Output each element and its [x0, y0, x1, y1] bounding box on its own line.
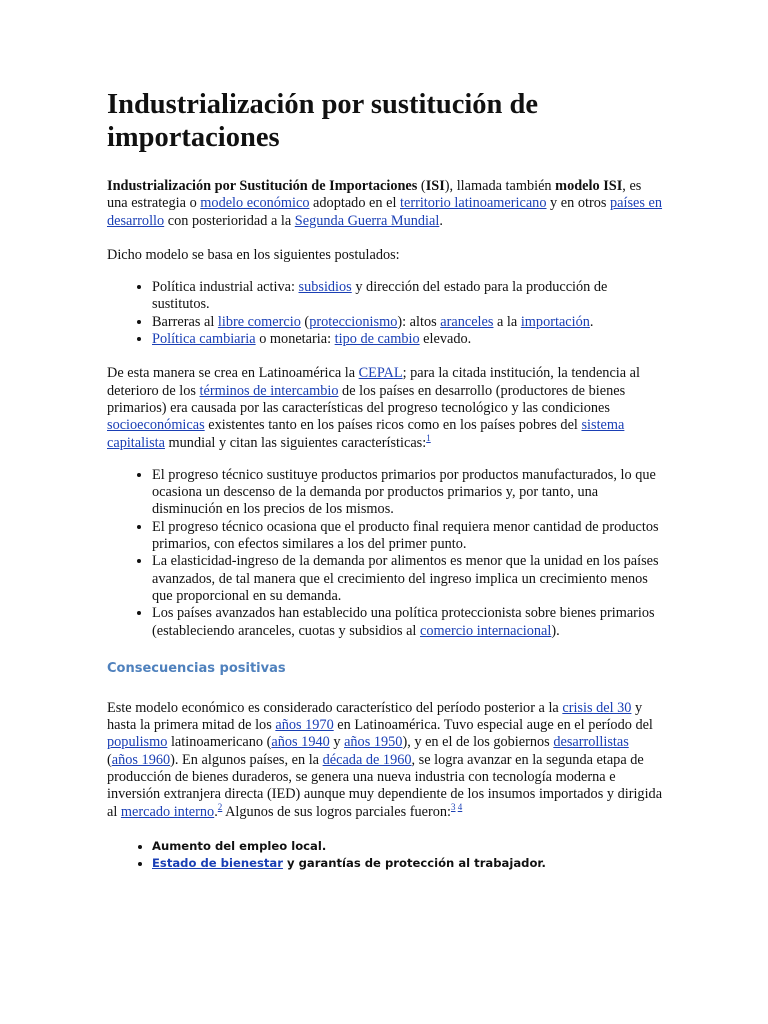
link-politica-cambiaria[interactable]: Política cambiaria — [152, 331, 256, 348]
link-modelo-economico[interactable]: modelo económico — [200, 195, 310, 212]
link-comercio-internacional[interactable]: comercio internacional — [419, 622, 552, 639]
postulates-intro: Dicho modelo se basa en los siguientes postulados: — [107, 246, 400, 263]
consequences-paragraph — [107, 700, 663, 821]
link-terminos-de-intercambio[interactable]: términos de intercambio — [199, 382, 339, 399]
link-segunda-guerra-mundial[interactable]: Segunda Guerra Mundial — [294, 212, 440, 229]
text: . — [589, 313, 594, 330]
link-desarrollistas[interactable]: desarrollistas — [553, 734, 629, 751]
link-paises-en-desarrollo[interactable]: países en desarrollo — [107, 195, 663, 229]
text: ( — [417, 178, 426, 194]
list-item: • El progreso técnico sustituye productos primarios por productos manufacturados, lo que ocasiona un descenso de la demanda por productos primarios y, por tanto, una disminución en los precios de los mismos. — [152, 467, 663, 519]
link-territorio-latinoamericano[interactable]: territorio latinoamericano — [400, 195, 547, 212]
link-sistema-capitalista[interactable]: sistema capitalista — [107, 417, 625, 451]
text: a la — [493, 313, 521, 330]
list-item — [152, 855, 663, 872]
text: de los países en desarrollo (productores de bienes primarios) era causada por las características del progreso tecnológico y las condiciones — [107, 382, 626, 416]
text: Algunos de sus logros parciales fueron: — [222, 803, 451, 820]
text: o monetaria: — [255, 331, 335, 348]
text: y — [329, 734, 345, 751]
text: y garantías de protección al trabajador. — [282, 855, 546, 870]
intro-paragraph — [107, 178, 663, 230]
text: Barreras al — [152, 313, 218, 330]
reference-link[interactable]: 1 — [426, 432, 431, 443]
link-estado-de-bienestar[interactable]: Estado de bienestar — [152, 855, 283, 870]
text: ): altos — [397, 313, 441, 330]
text: , es una estrategia o — [107, 178, 642, 212]
text: existentes tanto en los países ricos como en los países pobres del — [204, 417, 582, 434]
link-anos-1940[interactable]: años 1940 — [271, 734, 330, 751]
text: y hasta la primera mitad de los — [107, 699, 643, 734]
text: y en otros — [546, 195, 611, 212]
text: ). — [551, 622, 560, 639]
link-proteccionismo[interactable]: proteccionismo — [309, 313, 398, 330]
section-heading: Consecuencias positivas — [107, 660, 286, 676]
text: mundial y citan las siguientes características: — [164, 434, 427, 451]
link-populismo[interactable]: populismo — [107, 734, 168, 751]
abbr-bold: ISI — [425, 178, 445, 194]
postulates-list — [107, 279, 663, 348]
text: latinoamericano ( — [167, 734, 272, 751]
list-item: • El progreso técnico ocasiona que el producto final requiera menor cantidad de productos primarios, con efectos similares a los del primer punto. — [152, 519, 663, 554]
link-aranceles[interactable]: aranceles — [440, 313, 494, 330]
text: Los países avanzados han establecido una política proteccionista sobre bienes primarios (estableciendo aranceles, cuotas y subsidios al — [152, 605, 655, 639]
text: elevado. — [419, 331, 472, 348]
reference-link[interactable]: 3 — [451, 801, 456, 812]
text: ). En algunos países, en la — [170, 751, 323, 768]
link-anos-1970[interactable]: años 1970 — [275, 717, 334, 734]
text: ( — [107, 751, 112, 768]
page-title: Industrialización por sustitución de importaciones — [107, 89, 539, 153]
link-importacion[interactable]: importación — [520, 313, 590, 330]
cepal-paragraph — [107, 365, 663, 451]
link-anos-1950[interactable]: años 1950 — [344, 734, 403, 751]
text: . — [439, 212, 443, 229]
list-item — [152, 331, 663, 348]
list-item — [152, 279, 663, 314]
text: adoptado en el — [309, 195, 400, 212]
list-item: • La elasticidad-ingreso de la demanda por alimentos es menor que la unidad en los países avanzados, de tal manera que el crecimiento del ingreso implica un crecimiento menos que proporcional en su demanda. — [152, 553, 663, 605]
link-socioeconomicas[interactable]: socioeconómicas — [107, 417, 205, 434]
reference-link[interactable]: 2 — [217, 801, 223, 812]
link-cepal[interactable]: CEPAL — [358, 365, 403, 382]
link-tipo-de-cambio[interactable]: tipo de cambio — [334, 331, 420, 348]
text: Política industrial activa: — [152, 279, 299, 296]
text: en Latinoamérica. Tuvo especial auge en el período del — [333, 717, 653, 734]
model-bold: modelo ISI — [555, 178, 623, 194]
link-subsidios[interactable]: subsidios — [298, 279, 352, 296]
list-item — [152, 838, 663, 855]
link-mercado-interno[interactable]: mercado interno — [120, 803, 215, 820]
text: , se logra avanzar en la segunda etapa de producción de bienes duraderos, se genera una nueva industria con tecnología moderna e inversión extranjera directa (IED) aunque muy dependiente de los insumos importados y dirigida al — [107, 751, 663, 820]
text: . — [214, 803, 218, 820]
text: ; para la citada institución, la tendencia al deterioro de los — [107, 365, 640, 399]
link-anos-1960[interactable]: años 1960 — [111, 751, 171, 768]
characteristics-list — [107, 467, 663, 640]
article — [107, 88, 663, 872]
text: Este modelo económico es considerado característico del período posterior a la — [107, 699, 563, 716]
reference-link[interactable]: 4 — [457, 801, 463, 812]
text: ( — [300, 313, 310, 330]
term-bold: Industrialización por Sustitución de Importaciones — [107, 178, 418, 194]
link-crisis-del-30[interactable]: crisis del 30 — [562, 699, 632, 716]
achievements-list — [107, 838, 663, 872]
link-decada-de-1960[interactable]: década de 1960 — [322, 751, 412, 768]
text: ), y en el de los gobiernos — [402, 734, 554, 751]
text: Aumento del empleo local. — [152, 838, 327, 853]
list-item — [152, 314, 663, 331]
text: ), llamada también — [444, 178, 556, 194]
list-item — [152, 605, 663, 640]
text: De esta manera se crea en Latinoamérica la — [107, 365, 359, 382]
text: y dirección del estado para la producción de sustitutos. — [152, 279, 608, 313]
link-libre-comercio[interactable]: libre comercio — [217, 313, 301, 330]
text: con posterioridad a la — [164, 212, 295, 229]
